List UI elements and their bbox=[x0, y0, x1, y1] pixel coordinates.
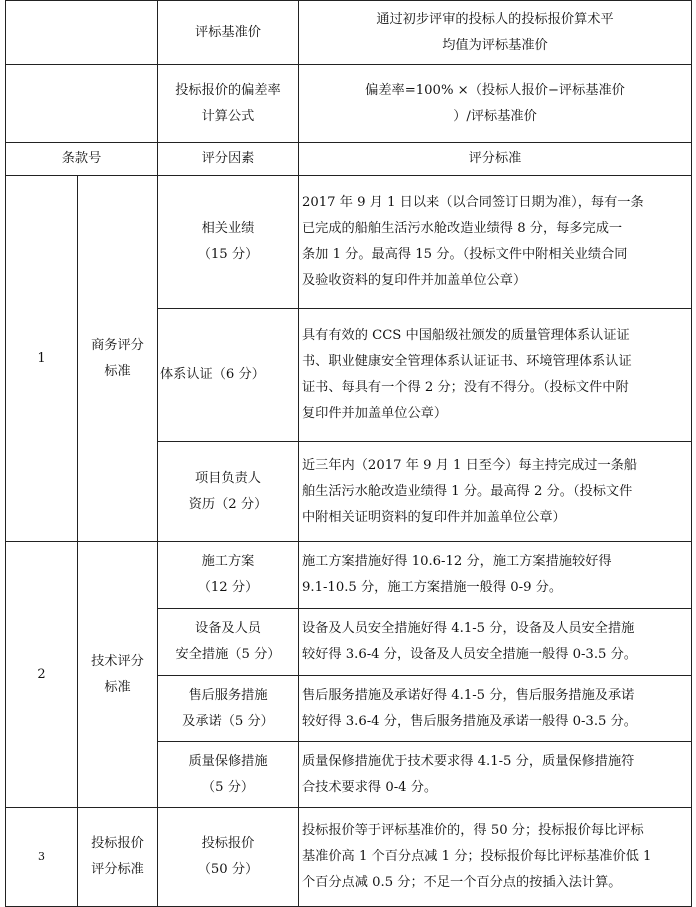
formula-line: 偏差率=100% ×（投标人报价−评标基准价 bbox=[365, 82, 625, 98]
factor-line: 资历（2 分） bbox=[188, 496, 268, 512]
table-row bbox=[6, 808, 692, 907]
standard-cell bbox=[299, 676, 692, 742]
factor-cell bbox=[158, 609, 299, 676]
deviation-formula-label bbox=[158, 65, 299, 143]
factor-line: 体系认证（6 分） bbox=[160, 367, 265, 382]
definition-line: 通过初步评审的投标人的投标报价算术平 bbox=[376, 11, 614, 27]
category-line: 标准 bbox=[104, 679, 131, 695]
column-header-row bbox=[6, 143, 692, 176]
factor-line: 投标报价 bbox=[201, 836, 255, 851]
standard-line: 投标报价等于评标基准价的，得 50 分；投标报价每比评标 bbox=[302, 823, 644, 838]
factor-line: 安全措施（5 分） bbox=[175, 647, 281, 662]
definition-line: 均值为评标基准价 bbox=[442, 37, 548, 53]
standard-line: 基准价高 1 个百分点减 1 分；投标报价每比评标基准价低 1 bbox=[302, 849, 652, 864]
standard-cell bbox=[299, 808, 692, 907]
section-number: 3 bbox=[6, 808, 78, 907]
factor-line: （15 分） bbox=[197, 247, 259, 262]
standard-line: 书、职业健康安全管理体系认证证书、环境管理体系认证 bbox=[302, 354, 632, 369]
benchmark-price-definition bbox=[299, 1, 692, 65]
standard-header: 评分标准 bbox=[299, 143, 692, 176]
standard-line: 9.1-10.5 分，施工方案措施一般得 0-9 分。 bbox=[302, 580, 563, 595]
scoring-table-page bbox=[5, 0, 691, 899]
factor-line: 售后服务措施 bbox=[188, 687, 268, 703]
deviation-formula-row bbox=[6, 65, 692, 143]
standard-cell bbox=[299, 609, 692, 676]
section-category bbox=[78, 808, 158, 907]
category-line: 标准 bbox=[104, 363, 131, 379]
benchmark-price-label bbox=[158, 1, 299, 65]
factor-line: 及承诺（5 分） bbox=[182, 713, 274, 729]
standard-line: 舶生活污水舱改造业绩得 1 分。最高得 2 分。（投标文件 bbox=[302, 483, 633, 499]
factor-header: 评分因素 bbox=[158, 143, 299, 176]
category-line: 评分标准 bbox=[91, 862, 144, 877]
standard-cell bbox=[299, 442, 692, 542]
deviation-formula bbox=[299, 65, 692, 143]
category-line: 技术评分 bbox=[91, 653, 144, 669]
factor-cell bbox=[158, 742, 299, 808]
section-category bbox=[78, 542, 158, 808]
category-line: 投标报价 bbox=[91, 836, 144, 851]
standard-line: 质量保修措施优于技术要求得 4.1-5 分，质量保修措施符 bbox=[302, 753, 635, 769]
standard-cell bbox=[299, 542, 692, 609]
table-row bbox=[6, 542, 692, 609]
section-number: 1 bbox=[6, 176, 78, 542]
factor-cell bbox=[158, 442, 299, 542]
factor-cell bbox=[158, 808, 299, 907]
empty-cell bbox=[6, 65, 158, 143]
factor-cell bbox=[158, 309, 299, 442]
standard-line: 及验收资料的复印件并加盖单位公章） bbox=[302, 273, 527, 288]
benchmark-price-row bbox=[6, 1, 692, 65]
standard-cell bbox=[299, 309, 692, 442]
factor-line: 施工方案 bbox=[201, 554, 255, 569]
formula-line: ）/评标基准价 bbox=[453, 108, 537, 124]
standard-cell bbox=[299, 176, 692, 309]
factor-cell bbox=[158, 676, 299, 742]
standard-line: 售后服务措施及承诺好得 4.1-5 分，售后服务措施及承诺 bbox=[302, 687, 635, 703]
label-line: 计算公式 bbox=[201, 108, 255, 124]
empty-cell bbox=[6, 1, 158, 65]
factor-line: （5 分） bbox=[201, 779, 255, 795]
standard-line: 设备及人员安全措施好得 4.1-5 分，设备及人员安全措施 bbox=[302, 621, 635, 636]
standard-cell bbox=[299, 742, 692, 808]
clause-number-header: 条款号 bbox=[6, 143, 158, 176]
factor-line: 质量保修措施 bbox=[188, 753, 268, 769]
standard-line: 较好得 3.6-4 分，设备及人员安全措施一般得 0-3.5 分。 bbox=[302, 647, 637, 662]
standard-line: 具有有效的 CCS 中国船级社颁发的质量管理体系认证证 bbox=[302, 328, 630, 343]
standard-line: 条加 1 分。最高得 15 分。（投标文件中附相关业绩合同 bbox=[302, 247, 628, 262]
standard-line: 个百分点减 0.5 分；不足一个百分点的按插入法计算。 bbox=[302, 875, 622, 890]
standard-line: 近三年内（2017 年 9 月 1 日至今）每主持完成过一条船 bbox=[302, 457, 638, 473]
standard-line: 施工方案措施好得 10.6-12 分，施工方案措施较好得 bbox=[302, 554, 612, 569]
standard-line: 复印件并加盖单位公章） bbox=[302, 406, 448, 421]
label-line: 投标报价的偏差率 bbox=[175, 82, 281, 98]
factor-line: （50 分） bbox=[197, 862, 259, 877]
table-row bbox=[6, 176, 692, 309]
section-category bbox=[78, 176, 158, 542]
section-number: 2 bbox=[6, 542, 78, 808]
category-line: 商务评分 bbox=[91, 337, 144, 353]
standard-line: 2017 年 9 月 1 日以来（以合同签订日期为准），每有一条 bbox=[302, 195, 644, 210]
scoring-criteria-table bbox=[5, 0, 692, 907]
factor-line: （12 分） bbox=[197, 580, 259, 595]
standard-line: 较好得 3.6-4 分，售后服务措施及承诺一般得 0-3.5 分。 bbox=[302, 713, 637, 729]
standard-line: 证书、每具有一个得 2 分；没有不得分。（投标文件中附 bbox=[302, 380, 629, 395]
factor-line: 项目负责人 bbox=[195, 470, 261, 486]
factor-cell bbox=[158, 542, 299, 609]
benchmark-price-label-text: 评标基准价 bbox=[195, 24, 261, 40]
factor-line: 设备及人员 bbox=[195, 621, 261, 636]
standard-line: 中附相关证明资料的复印件并加盖单位公章） bbox=[302, 509, 566, 525]
standard-line: 已完成的船舶生活污水舱改造业绩得 8 分，每多完成一 bbox=[302, 221, 623, 236]
factor-cell bbox=[158, 176, 299, 309]
factor-line: 相关业绩 bbox=[201, 221, 255, 236]
standard-line: 合技术要求得 0-4 分。 bbox=[302, 779, 438, 795]
